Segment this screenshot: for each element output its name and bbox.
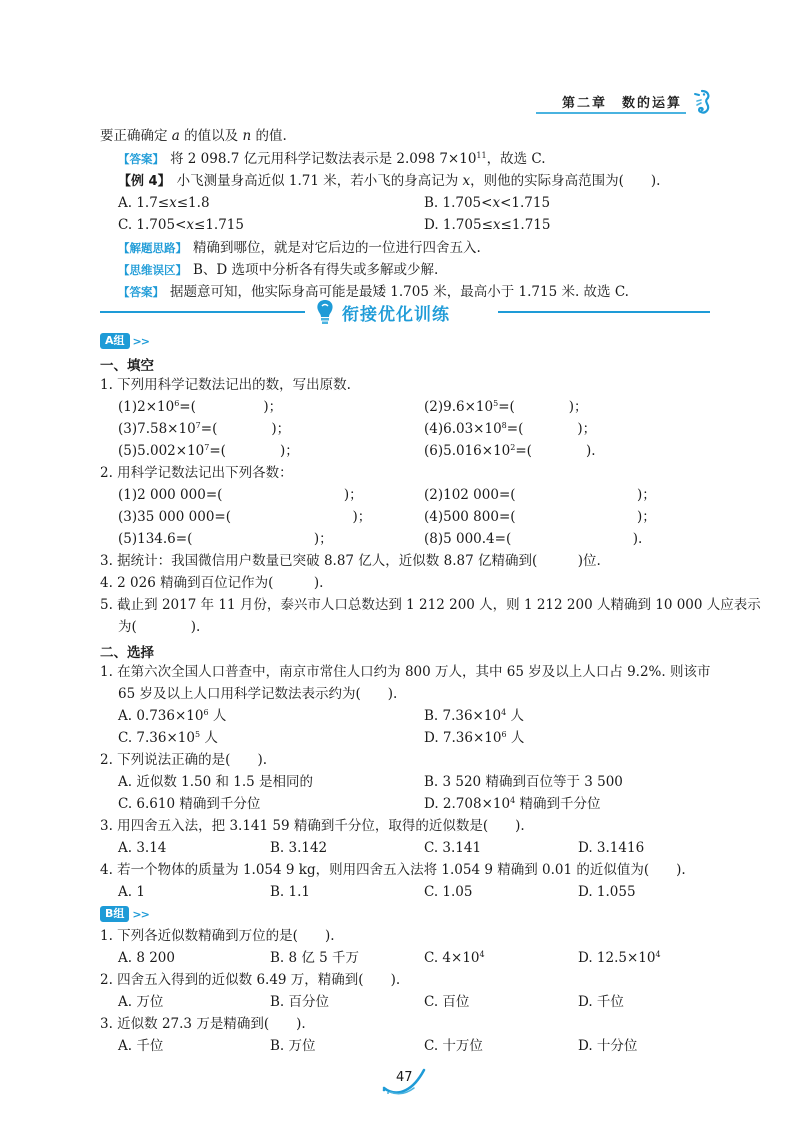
c3-option-a: A. 3.14 <box>118 840 167 856</box>
banner-title: 衔接优化训练 <box>342 305 450 325</box>
answer-tag: 【答案】 <box>118 285 164 299</box>
option-a: A. 1.7≤x≤1.8 <box>118 195 210 211</box>
option-d: D. 1.705≤x≤1.715 <box>424 217 551 233</box>
answer-text-end: ，故选 C. <box>486 151 546 167</box>
choice-2-stem: 2. 下列说法正确的是( ). <box>100 752 267 768</box>
c4-option-c: C. 1.05 <box>424 884 473 900</box>
intro-text-3: 的值. <box>251 128 287 144</box>
section-fill-in: 一、填空 <box>100 358 154 374</box>
c1-option-d: D. $7.36\times 10^6$ 人 <box>424 730 525 746</box>
mistake-text: B、D 选项中分析各有得失或多解或少解. <box>193 262 439 278</box>
c3-option-c: C. 3.141 <box>424 840 482 856</box>
q1-item-3: $(3)7.58\times 10^7=$( )； <box>118 421 291 437</box>
header-rule <box>536 112 686 114</box>
c4-option-a: A. 1 <box>118 884 145 900</box>
mistake-tag: 【思维误区】 <box>118 263 187 277</box>
question-4: 4. 2 026 精确到百位记作为( ). <box>100 575 324 591</box>
intro-text-2: 的值以及 <box>179 128 243 144</box>
answer-text: 将 2 098.7 亿元用科学记数法表示是 2.098 7×10 <box>170 151 477 167</box>
b2-option-d: D. 千位 <box>578 994 624 1010</box>
choice-4-stem: 4. 若一个物体的质量为 1.054 9 kg，则用四舍五入法将 1.054 9 精确到 0.01 的近似值为( ). <box>100 862 686 878</box>
q2-item-3: (3)35 000 000=( )； <box>118 509 372 525</box>
b3-option-d: D. 十分位 <box>578 1038 638 1054</box>
b3-option-a: A. 千位 <box>118 1038 164 1054</box>
q2-item-1: (1)2 000 000=( )； <box>118 487 363 503</box>
hint-tag: 【解题思路】 <box>118 241 187 255</box>
group-a-tag <box>100 333 149 349</box>
c2-option-d: D. $2.708\times 10^4$ 精确到千分位 <box>424 796 601 812</box>
b2-option-b: B. 百分位 <box>270 994 330 1010</box>
intro-text-1: 要正确确定 <box>100 128 172 144</box>
variable-a: a <box>171 128 180 144</box>
c1-option-a: A. $0.736\times 10^6$ 人 <box>118 708 227 724</box>
question-text: 小飞测量身高近似 1.71 米，若小飞的身高记为 <box>176 173 463 189</box>
question-5-line-1: 5. 截止到 2017 年 11 月份，泰兴市人口总数达到 1 212 200 人，则 1 212 200 人精确到 10 000 人应表示 <box>100 597 761 613</box>
chapter-title: 第二章 数的运算 <box>561 96 682 111</box>
intro-line <box>100 127 287 145</box>
intro-answer <box>118 150 546 168</box>
lightbulb-icon <box>312 298 338 326</box>
double-chevron-icon: >> <box>132 334 149 348</box>
b1-option-d: D. $12.5\times 10^4$ <box>578 950 661 966</box>
c3-option-d: D. 3.1416 <box>578 840 645 856</box>
question-3: 3. 据统计：我国微信用户数量已突破 8.87 亿人，近似数 8.87 亿精确到( )位. <box>100 553 601 569</box>
example-4-question <box>118 172 660 191</box>
answer-tag: 【答案】 <box>118 152 164 166</box>
section-banner <box>100 298 710 326</box>
b3-option-b: B. 万位 <box>270 1038 316 1054</box>
c2-option-c: C. 6.610 精确到千分位 <box>118 796 261 812</box>
question-2-stem: 2. 用科学记数法记出下列各数： <box>100 465 293 481</box>
c2-option-b: B. 3 520 精确到百位等于 3 500 <box>424 774 623 790</box>
page-number: 47 <box>396 1070 413 1085</box>
b1-option-c: C. $4\times 10^4$ <box>424 950 485 966</box>
variable-n: n <box>242 128 252 144</box>
c4-option-b: B. 1.1 <box>270 884 310 900</box>
chapter-header <box>536 88 716 116</box>
variable-x: x <box>462 173 471 189</box>
c1-option-c: C. $7.36\times 10^5$ 人 <box>118 730 218 746</box>
choice-1-stem-line-2: 65 岁及以上人口用科学记数法表示约为( ). <box>118 686 398 702</box>
choice-1-stem-line-1: 1. 在第六次全国人口普查中，南京市常住人口约为 800 万人，其中 65 岁及以上人口占 9.2%. 则该市 <box>100 664 711 680</box>
seahorse-logo-icon <box>688 88 716 116</box>
q1-item-2: $(2)9.6\times 10^5=$( )； <box>424 399 588 415</box>
double-chevron-icon: >> <box>132 907 149 921</box>
c1-option-b: B. $7.36\times 10^4$ 人 <box>424 708 524 724</box>
b-question-2-stem: 2. 四舍五入得到的近似数 6.49 万，精确到( ). <box>100 972 401 988</box>
q1-item-6: $(6)5.016\times 10^2=$( ). <box>424 443 596 459</box>
page-number-badge <box>380 1062 428 1096</box>
b-question-3-stem: 3. 近似数 27.3 万是精确到( ). <box>100 1016 306 1032</box>
b3-option-c: C. 十万位 <box>424 1038 483 1054</box>
c3-option-b: B. 3.142 <box>270 840 328 856</box>
group-b-label: B组 <box>100 906 129 922</box>
group-b-tag <box>100 906 149 922</box>
b2-option-a: A. 万位 <box>118 994 164 1010</box>
b2-option-c: C. 百位 <box>424 994 470 1010</box>
option-b: B. 1.705<x<1.715 <box>424 195 551 211</box>
hint-text: 精确到哪位，就是对它后边的一位进行四舍五入. <box>193 240 481 256</box>
q1-item-5: $(5)5.002\times 10^7=$( )； <box>118 443 299 459</box>
c2-option-a: A. 近似数 1.50 和 1.5 是相同的 <box>118 774 314 790</box>
option-c: C. 1.705<x≤1.715 <box>118 217 244 233</box>
q1-item-1: $(1)2\times 10^6=$( )； <box>118 399 283 415</box>
b1-option-a: A. 8 200 <box>118 950 175 966</box>
exponent: 11 <box>476 151 487 160</box>
mistake-line <box>118 261 438 279</box>
example-label: 【例 4】 <box>118 174 171 189</box>
question-text-end: ，则他的实际身高范围为( ). <box>470 173 661 189</box>
group-a-label: A组 <box>100 333 130 349</box>
q2-item-5: (5)134.6=( )； <box>118 531 333 547</box>
question-5-line-2: 为( ). <box>118 619 201 635</box>
q2-item-6: (8)5 000.4=( ). <box>424 531 643 547</box>
choice-3-stem: 3. 用四舍五入法，把 3.141 59 精确到千分位，取得的近似数是( ). <box>100 818 525 834</box>
q1-item-4: $(4)6.03\times 10^8=$( )； <box>424 421 597 437</box>
q2-item-4: (4)500 800=( )； <box>424 509 656 525</box>
question-1-stem: 1. 下列用科学记数法记出的数，写出原数. <box>100 377 351 393</box>
q2-item-2: (2)102 000=( )； <box>424 487 656 503</box>
banner-line-right <box>498 311 710 313</box>
c4-option-d: D. 1.055 <box>578 884 636 900</box>
banner-line-left <box>100 311 305 313</box>
answer-text: 据题意可知，他实际身高可能是最矮 1.705 米，最高小于 1.715 米. 故选 C. <box>170 284 629 300</box>
section-choice: 二、选择 <box>100 645 154 661</box>
hint-line <box>118 239 481 257</box>
b1-option-b: B. 8 亿 5 千万 <box>270 950 360 966</box>
b-question-1-stem: 1. 下列各近似数精确到万位的是( ). <box>100 928 335 944</box>
